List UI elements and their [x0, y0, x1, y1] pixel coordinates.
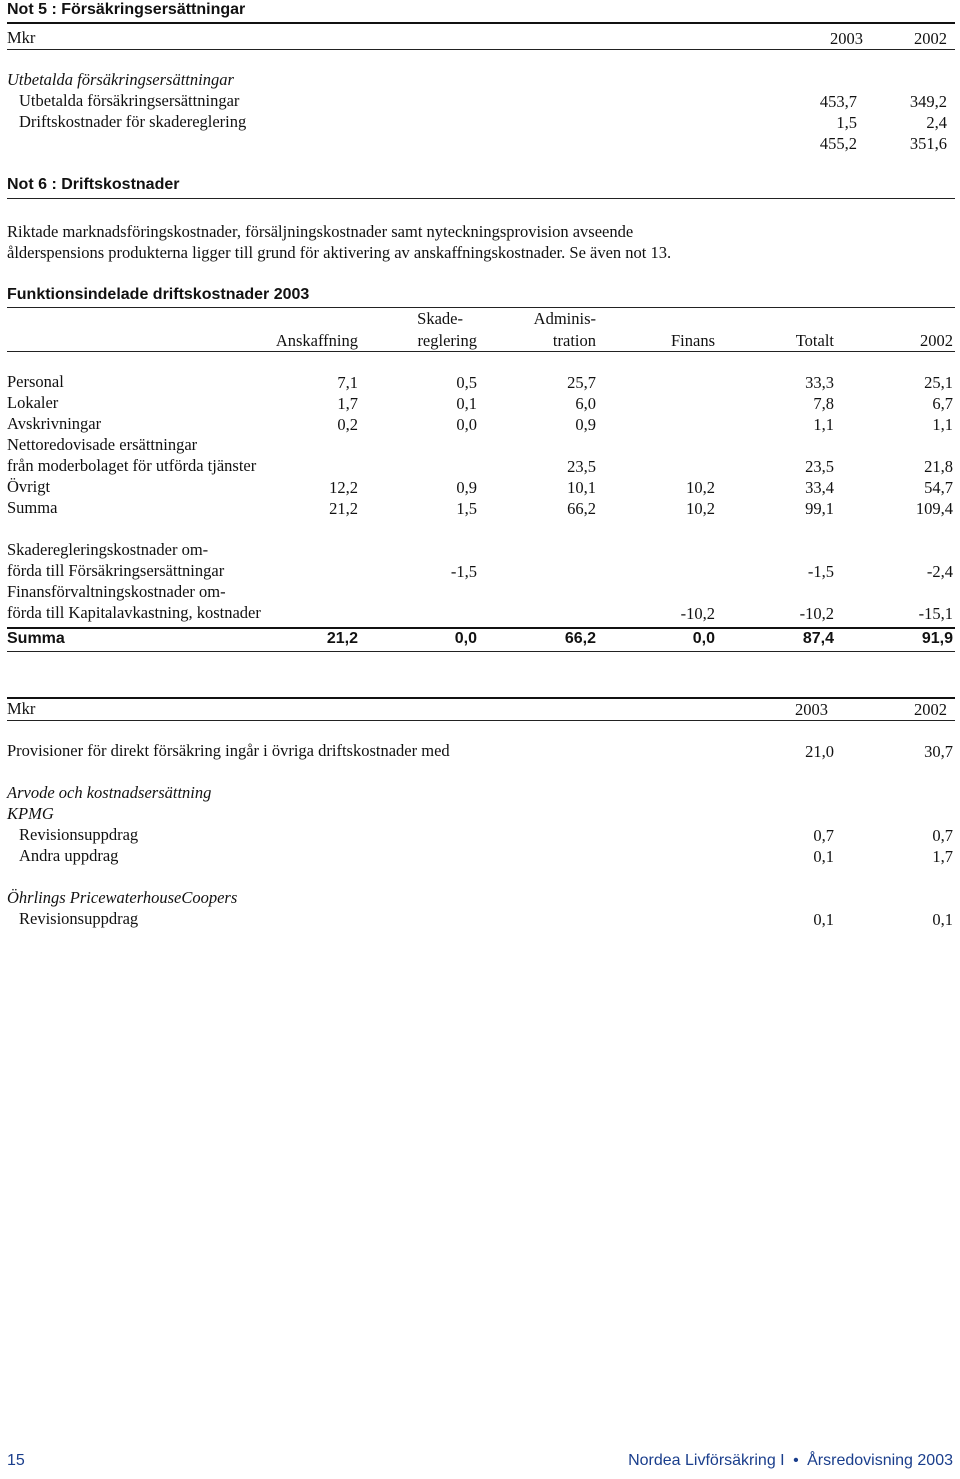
summa-cell: 91,9 — [921, 630, 953, 647]
table-row-label: Revisionsuppdrag — [19, 825, 139, 844]
note6b-year-2003: 2003 — [795, 700, 828, 719]
table-cell: 1,5 — [456, 499, 477, 518]
fees-label: Arvode och kostnadsersättning — [7, 783, 212, 802]
divider — [7, 22, 955, 24]
footer-publication — [628, 1452, 953, 1470]
divider — [7, 697, 955, 699]
table-row-label: Övrigt — [7, 477, 51, 496]
table-cell: 12,2 — [329, 478, 358, 497]
table-row-label: Personal — [7, 372, 64, 391]
note5-title: Not 5 : Försäkringsersättningar — [7, 1, 246, 18]
table-cell: 1,5 — [836, 113, 857, 132]
divider — [7, 307, 955, 308]
table-cell: 10,2 — [686, 499, 715, 518]
table-row-label: Avskrivningar — [7, 414, 102, 433]
table-cell: 0,5 — [456, 373, 477, 392]
page-number: 15 — [7, 1452, 25, 1469]
note6b-unit: Mkr — [7, 699, 36, 718]
divider — [7, 720, 955, 721]
table-cell: 23,5 — [805, 457, 834, 476]
pwc-label: Öhrlings PricewaterhouseCoopers — [7, 888, 238, 907]
table-cell: 0,1 — [813, 847, 834, 866]
table-title: Funktionsindelade driftskostnader 2003 — [7, 286, 310, 303]
note5-total-2002: 351,6 — [909, 134, 947, 153]
note5-unit: Mkr — [7, 28, 36, 47]
table-cell: 1,1 — [932, 415, 953, 434]
table-cell: -15,1 — [918, 604, 953, 623]
note5-total-2003: 455,2 — [819, 134, 857, 153]
table-cell: -1,5 — [450, 562, 477, 581]
column-header-2002: 2002 — [920, 331, 953, 350]
note5-year-2003: 2003 — [830, 29, 863, 48]
table-row-label: Skaderegleringskostnader om- — [7, 540, 209, 559]
footer-bullet: • — [793, 1452, 799, 1469]
note5-section-label: Utbetalda försäkringsersättningar — [7, 70, 234, 89]
provision-label: Provisioner för direkt försäkring ingår i övriga driftskostnader med — [7, 741, 450, 760]
table-cell: 6,0 — [575, 394, 596, 413]
table-cell: 2,4 — [926, 113, 947, 132]
note6-title: Not 6 : Driftskostnader — [7, 176, 180, 193]
table-cell: 349,2 — [909, 92, 947, 111]
table-cell: 1,7 — [932, 847, 953, 866]
table-cell: 0,1 — [813, 910, 834, 929]
column-header-finans: Finans — [670, 331, 715, 350]
table-cell: 25,7 — [567, 373, 596, 392]
table-cell: 453,7 — [819, 92, 857, 111]
note5-year-2002: 2002 — [914, 29, 947, 48]
divider — [7, 49, 955, 50]
table-cell: 1,7 — [337, 394, 358, 413]
kpmg-label: KPMG — [7, 804, 54, 823]
footer-publication-name: Nordea Livförsäkring I — [628, 1452, 785, 1469]
table-cell: 99,1 — [805, 499, 834, 518]
table-cell: 21,2 — [329, 499, 358, 518]
table-cell: 0,7 — [813, 826, 834, 845]
table-cell: -1,5 — [807, 562, 834, 581]
table-cell: -10,2 — [680, 604, 715, 623]
summa-cell: 0,0 — [454, 630, 477, 647]
provision-2003: 21,0 — [805, 742, 834, 761]
footer-report-name: Årsredovisning 2003 — [807, 1452, 953, 1469]
table-cell: 0,9 — [456, 478, 477, 497]
table-row-label: från moderbolaget för utförda tjänster — [7, 456, 257, 475]
summa-cell: 0,0 — [692, 630, 715, 647]
column-header-admin-bottom: tration — [552, 331, 596, 350]
table-cell: 33,4 — [805, 478, 834, 497]
table-cell: 0,7 — [932, 826, 953, 845]
table-cell: 1,1 — [813, 415, 834, 434]
note6-paragraph-line: Riktade marknadsföringskostnader, försäljningskostnader samt nyteckningsprovision avseende — [7, 222, 634, 241]
table-row-label: Driftskostnader för skadereglering — [19, 112, 247, 131]
table-cell: 54,7 — [924, 478, 953, 497]
table-row-label: Andra uppdrag — [19, 846, 119, 865]
note6-paragraph-line: ålderspensions produkterna ligger till grund för aktivering av anskaffningskostnader. Se även not 13. — [7, 243, 672, 262]
table-row-label: förda till Försäkringsersättningar — [7, 561, 225, 580]
table-cell: 7,1 — [337, 373, 358, 392]
table-cell: 21,8 — [924, 457, 953, 476]
summa-cell: 87,4 — [802, 630, 834, 647]
divider — [7, 351, 955, 352]
table-cell: 0,2 — [337, 415, 358, 434]
table-row-label: Lokaler — [7, 393, 59, 412]
table-cell: 0,1 — [932, 910, 953, 929]
divider — [7, 651, 955, 652]
table-cell: 33,3 — [805, 373, 834, 392]
table-cell: -2,4 — [926, 562, 953, 581]
table-cell: 0,1 — [456, 394, 477, 413]
table-row-label: Revisionsuppdrag — [19, 909, 139, 928]
divider — [7, 198, 955, 199]
table-cell: 25,1 — [924, 373, 953, 392]
table-cell: 6,7 — [932, 394, 953, 413]
column-header-admin-top: Adminis- — [533, 309, 596, 328]
provision-2002: 30,7 — [924, 742, 953, 761]
table-cell: 0,9 — [575, 415, 596, 434]
table-cell: 0,0 — [456, 415, 477, 434]
summa-cell: 66,2 — [564, 630, 596, 647]
table-cell: 7,8 — [813, 394, 834, 413]
summa-label: Summa — [7, 630, 65, 647]
table-cell: 66,2 — [567, 499, 596, 518]
table-cell: -10,2 — [799, 604, 834, 623]
column-header-totalt: Totalt — [795, 331, 834, 350]
note6b-year-2002: 2002 — [914, 700, 947, 719]
table-cell: 10,2 — [686, 478, 715, 497]
table-row-label: Finansförvaltningskostnader om- — [7, 582, 226, 601]
table-row-label: Summa — [7, 498, 58, 517]
table-cell: 23,5 — [567, 457, 596, 476]
column-header-anskaffning: Anskaffning — [275, 331, 358, 350]
column-header-skade-bottom: reglering — [417, 331, 477, 350]
table-row-label: Utbetalda försäkringsersättningar — [19, 91, 240, 110]
column-header-skade-top: Skade- — [417, 309, 463, 328]
table-cell: 10,1 — [567, 478, 596, 497]
summa-cell: 21,2 — [326, 630, 358, 647]
table-row-label: Nettoredovisade ersättningar — [7, 435, 198, 454]
table-row-label: förda till Kapitalavkastning, kostnader — [7, 603, 261, 622]
divider — [7, 627, 955, 629]
table-cell: 109,4 — [915, 499, 953, 518]
